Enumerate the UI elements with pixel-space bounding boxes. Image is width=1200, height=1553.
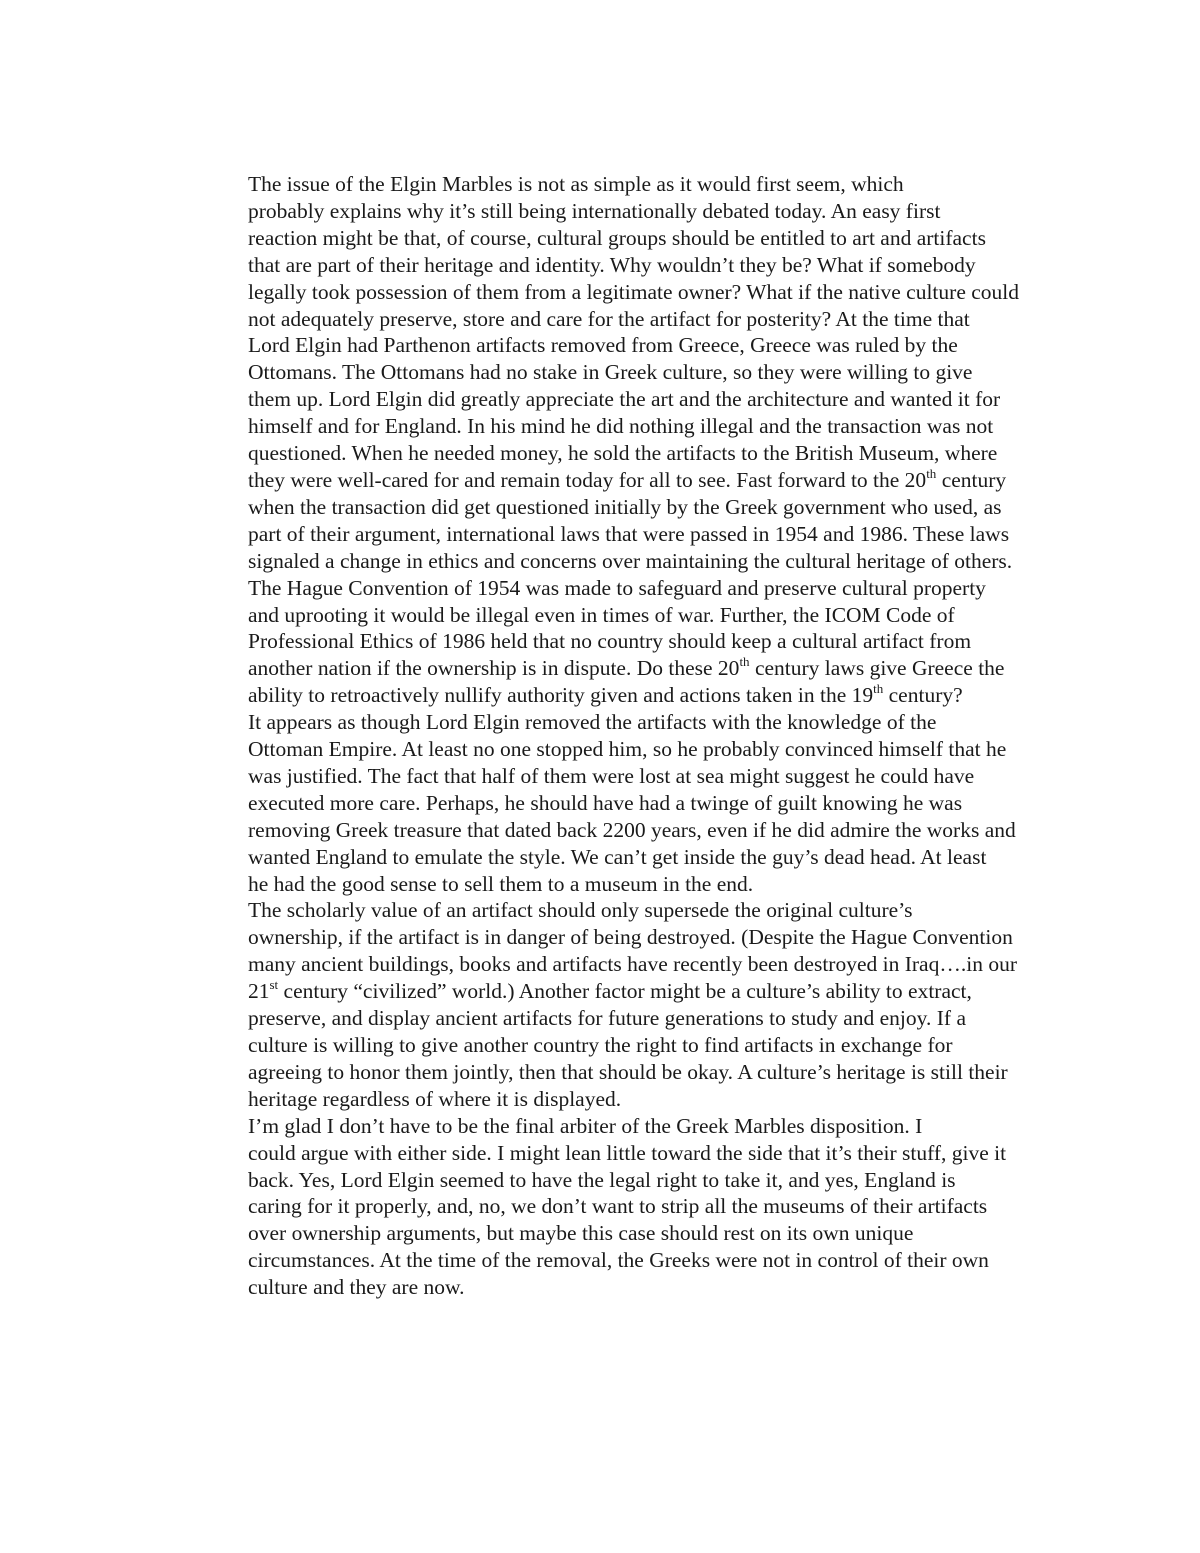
text-line bbox=[176, 467, 1026, 494]
text-run: them up. Lord Elgin did greatly appreciate the art and the architecture and wanted it for bbox=[248, 387, 1001, 412]
text-line bbox=[176, 736, 1026, 763]
text-line bbox=[176, 682, 1026, 709]
text-line bbox=[176, 790, 1026, 817]
text-line bbox=[176, 924, 1026, 951]
text-line bbox=[176, 1193, 1026, 1220]
text-run: It appears as though Lord Elgin removed the artifacts with the knowledge of the bbox=[248, 710, 937, 735]
text-line bbox=[176, 494, 1026, 521]
text-run: century? bbox=[883, 683, 963, 708]
text-run: The Hague Convention of 1954 was made to safeguard and preserve cultural property bbox=[248, 575, 986, 600]
text-run: over ownership arguments, but maybe this case should rest on its own unique bbox=[248, 1221, 914, 1246]
text-run: agreeing to honor them jointly, then that should be okay. A culture’s heritage is still their bbox=[248, 1059, 1008, 1084]
text-line bbox=[176, 171, 1026, 198]
ordinal-superscript: th bbox=[926, 465, 937, 481]
text-run: himself and for England. In his mind he did nothing illegal and the transaction was not bbox=[248, 414, 994, 439]
text-run: century “civilized” world.) Another factor might be a culture’s ability to extract, bbox=[278, 979, 972, 1004]
text-line bbox=[176, 332, 1026, 359]
text-line bbox=[176, 1005, 1026, 1032]
text-line bbox=[176, 1113, 1026, 1140]
text-run: and uprooting it would be illegal even in times of war. Further, the ICOM Code of bbox=[248, 602, 955, 627]
text-run: not adequately preserve, store and care for the artifact for posterity? At the time that bbox=[248, 306, 970, 331]
text-run: probably explains why it’s still being internationally debated today. An easy first bbox=[248, 198, 941, 223]
text-line bbox=[176, 1059, 1026, 1086]
text-run: circumstances. At the time of the removal, the Greeks were not in control of their own bbox=[248, 1248, 989, 1273]
text-run: many ancient buildings, books and artifacts have recently been destroyed in Iraq….in our bbox=[248, 952, 1017, 977]
text-run: executed more care. Perhaps, he should have had a twinge of guilt knowing he was bbox=[248, 790, 963, 815]
ordinal-superscript: th bbox=[739, 654, 750, 670]
text-line bbox=[176, 252, 1026, 279]
text-line bbox=[176, 628, 1026, 655]
essay-paragraph bbox=[176, 1113, 1026, 1301]
text-run: questioned. When he needed money, he sold the artifacts to the British Museum, where bbox=[248, 441, 998, 466]
text-line bbox=[176, 225, 1026, 252]
text-run: Ottomans. The Ottomans had no stake in Greek culture, so they were willing to give bbox=[248, 360, 973, 385]
text-line bbox=[176, 359, 1026, 386]
text-run: they were well-cared for and remain today for all to see. Fast forward to the 20 bbox=[248, 467, 927, 492]
text-run: when the transaction did get questioned initially by the Greek government who used, as bbox=[248, 494, 1002, 519]
text-line bbox=[176, 709, 1026, 736]
text-run: preserve, and display ancient artifacts for future generations to study and enjoy. If a bbox=[248, 1006, 966, 1031]
text-line bbox=[176, 306, 1026, 333]
text-line bbox=[176, 655, 1026, 682]
text-run: ownership, if the artifact is in danger of being destroyed. (Despite the Hague Convention bbox=[248, 925, 1013, 950]
ordinal-superscript: st bbox=[269, 977, 279, 993]
text-line bbox=[176, 198, 1026, 225]
text-run: culture and they are now. bbox=[248, 1275, 465, 1300]
text-run: century laws give Greece the bbox=[749, 656, 1005, 681]
text-run: 21 bbox=[248, 979, 270, 1004]
ordinal-superscript: th bbox=[873, 681, 884, 697]
text-run: century bbox=[936, 467, 1007, 492]
text-run: back. Yes, Lord Elgin seemed to have the legal right to take it, and yes, England is bbox=[248, 1167, 956, 1192]
text-run: that are part of their heritage and identity. Why wouldn’t they be? What if somebody bbox=[248, 252, 976, 277]
text-run: wanted England to emulate the style. We can’t get inside the guy’s dead head. At least bbox=[248, 844, 987, 869]
text-line bbox=[176, 521, 1026, 548]
text-line bbox=[176, 871, 1026, 898]
text-run: reaction might be that, of course, cultural groups should be entitled to art and artifacts bbox=[248, 225, 986, 250]
text-line bbox=[176, 1247, 1026, 1274]
text-run: caring for it properly, and, no, we don’t want to strip all the museums of their artifacts bbox=[248, 1194, 988, 1219]
essay-paragraph bbox=[176, 171, 1026, 709]
text-line bbox=[176, 548, 1026, 575]
text-line bbox=[176, 1032, 1026, 1059]
text-line bbox=[176, 897, 1026, 924]
text-run: was justified. The fact that half of them were lost at sea might suggest he could have bbox=[248, 763, 975, 788]
text-run: another nation if the ownership is in dispute. Do these 20 bbox=[248, 656, 740, 681]
text-run: Lord Elgin had Parthenon artifacts removed from Greece, Greece was ruled by the bbox=[248, 333, 958, 358]
text-line bbox=[176, 763, 1026, 790]
text-run: he had the good sense to sell them to a museum in the end. bbox=[248, 871, 754, 896]
text-run: removing Greek treasure that dated back 2200 years, even if he did admire the works and bbox=[248, 817, 1016, 842]
text-line bbox=[176, 413, 1026, 440]
text-run: heritage regardless of where it is displayed. bbox=[248, 1086, 622, 1111]
text-line bbox=[176, 951, 1026, 978]
text-run: could argue with either side. I might lean little toward the side that it’s their stuff, give it bbox=[248, 1140, 1007, 1165]
text-run: Ottoman Empire. At least no one stopped him, so he probably convinced himself that he bbox=[248, 737, 1007, 762]
text-run: signaled a change in ethics and concerns over maintaining the cultural heritage of others. bbox=[248, 548, 1013, 573]
text-line bbox=[176, 1167, 1026, 1194]
text-run: I’m glad I don’t have to be the final arbiter of the Greek Marbles disposition. I bbox=[248, 1113, 923, 1138]
text-line bbox=[176, 978, 1026, 1005]
essay-body bbox=[176, 171, 1026, 1301]
text-run: ability to retroactively nullify authority given and actions taken in the 19 bbox=[248, 683, 874, 708]
text-line bbox=[176, 1140, 1026, 1167]
essay-paragraph bbox=[176, 709, 1026, 897]
text-line bbox=[176, 844, 1026, 871]
text-line bbox=[176, 602, 1026, 629]
text-run: part of their argument, international laws that were passed in 1954 and 1986. These laws bbox=[248, 521, 1010, 546]
text-line bbox=[176, 279, 1026, 306]
text-line bbox=[176, 575, 1026, 602]
text-line bbox=[176, 1220, 1026, 1247]
text-run: legally took possession of them from a legitimate owner? What if the native culture could bbox=[248, 279, 1019, 304]
text-run: The scholarly value of an artifact should only supersede the original culture’s bbox=[248, 898, 913, 923]
text-run: The issue of the Elgin Marbles is not as simple as it would first seem, which bbox=[248, 172, 904, 196]
text-line bbox=[176, 817, 1026, 844]
text-run: culture is willing to give another country the right to find artifacts in exchange for bbox=[248, 1033, 953, 1057]
text-line bbox=[176, 440, 1026, 467]
text-line bbox=[176, 386, 1026, 413]
text-line bbox=[176, 1086, 1026, 1113]
text-run: Professional Ethics of 1986 held that no country should keep a cultural artifact from bbox=[248, 629, 972, 654]
text-line bbox=[176, 1274, 1026, 1301]
essay-paragraph bbox=[176, 897, 1026, 1112]
